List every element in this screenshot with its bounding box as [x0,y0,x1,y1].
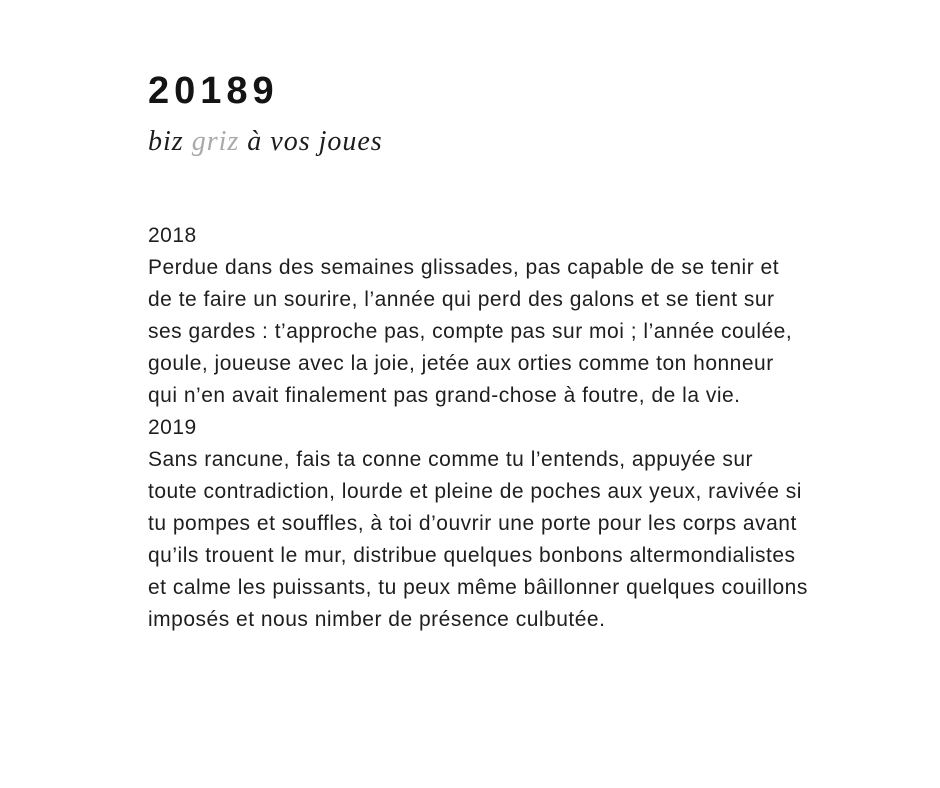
subtitle-part-2: à vos joues [239,126,383,157]
paragraph-2019: Sans rancune, fais ta conne comme tu l’entends, appuyée sur toute contradiction, lourde et pleine de poches aux yeux, ravivée si tu pompes et souffles, à toi d’ouvrir une porte pour les corps avant qu’ils trouent le mur, distribue quelques bonbons altermondialistes et calme les puissants, tu peux même bâillonner quelques couillons imposés et nous nimber de présence culbutée. [148,448,808,631]
page-subtitle [148,122,808,162]
poem-page [148,68,808,636]
year-heading-2018: 2018 [148,224,197,247]
subtitle-part-1: biz [148,126,192,157]
paragraph-2018: Perdue dans des semaines glissades, pas capable de se tenir et de te faire un sourire, l’année qui perd des galons et se tient sur ses gardes : t’approche pas, compte pas sur moi ; l’année coulée, goule, joueuse avec la joie, jetée aux orties comme ton honneur qui n’en avait finalement pas grand-chose à foutre, de la vie. [148,256,793,407]
page-title: 20189 [148,70,279,112]
year-heading-2019: 2019 [148,416,197,439]
subtitle-grey-word: griz [191,126,240,157]
poem-body [148,220,808,636]
